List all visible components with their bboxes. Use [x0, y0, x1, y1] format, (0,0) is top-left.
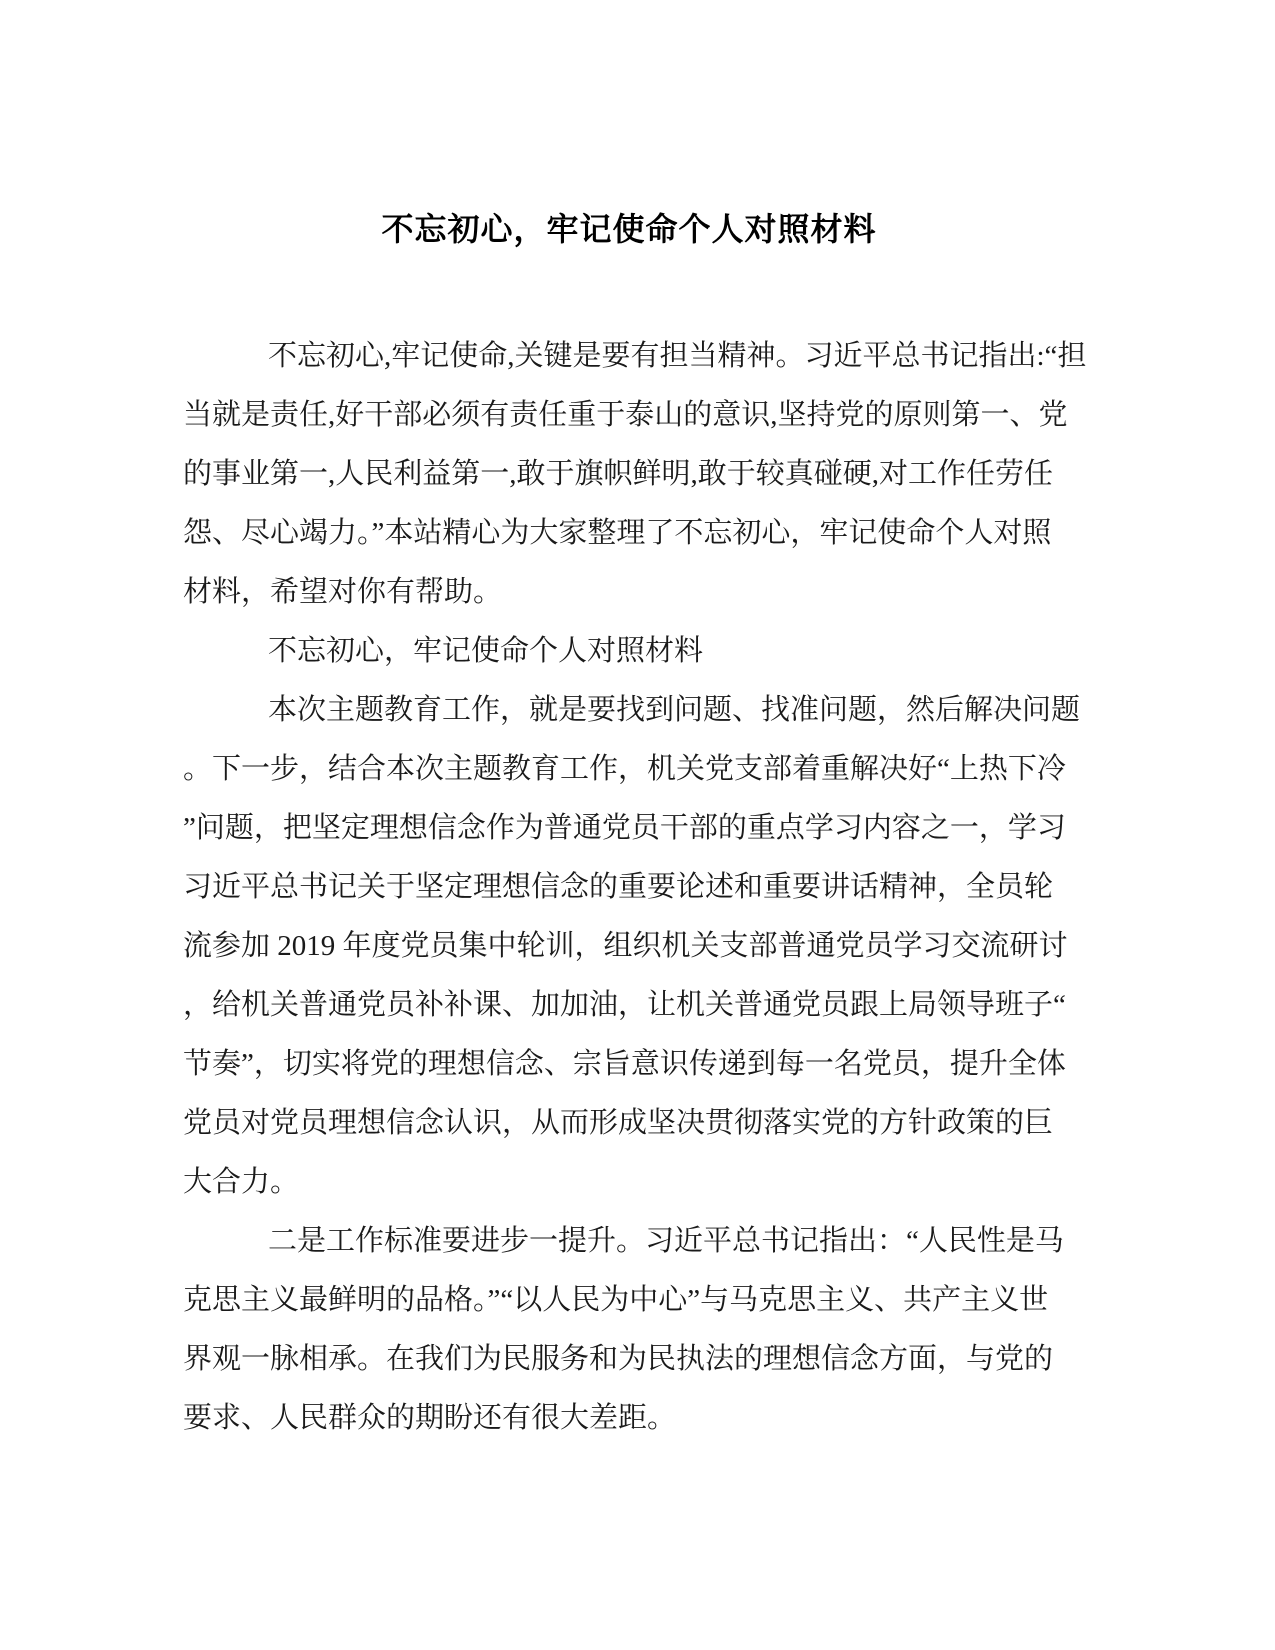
text-line: 流参加 2019 年度党员集中轮训，组织机关支部普通党员学习交流研讨 — [183, 930, 1068, 962]
text-line: 习近平总书记关于坚定理想信念的重要论述和重要讲话精神，全员轮 — [183, 871, 1054, 903]
text-line: ，给机关普通党员补补课、加加油，让机关普通党员跟上局领导班子“ — [183, 989, 1066, 1021]
text-line: 的事业第一,人民利益第一,敢于旗帜鲜明,敢于较真碰硬,对工作任劳任 — [183, 458, 1054, 490]
text-line: 界观一脉相承。在我们为民服务和为民执法的理想信念方面，与党的 — [183, 1343, 1054, 1375]
text-line: 。下一步，结合本次主题教育工作，机关党支部着重解决好“上热下冷 — [183, 753, 1066, 785]
text-line: ”问题，把坚定理想信念作为普通党员干部的重点学习内容之一，学习 — [183, 812, 1066, 844]
text-line: 当就是责任,好干部必须有责任重于泰山的意识,坚持党的原则第一、党 — [183, 399, 1068, 431]
text-line: 二是工作标准要进步一提升。习近平总书记指出：“人民性是马 — [268, 1225, 1064, 1257]
text-line: 要求、人民群众的期盼还有很大差距。 — [183, 1402, 677, 1434]
text-line: 本次主题教育工作，就是要找到问题、找准问题，然后解决问题 — [268, 694, 1081, 726]
text-line: 不忘初心，牢记使命个人对照材料 — [268, 635, 704, 667]
text-line: 党员对党员理想信念认识，从而形成坚决贯彻落实党的方针政策的巨 — [183, 1107, 1054, 1139]
text-line: 怨、尽心竭力。”本站精心为大家整理了不忘初心，牢记使命个人对照 — [183, 517, 1052, 549]
text-line: 节奏”，切实将党的理想信念、宗旨意识传递到每一名党员，提升全体 — [183, 1048, 1066, 1080]
text-line: 克思主义最鲜明的品格。”“以人民为中心”与马克思主义、共产主义世 — [183, 1284, 1049, 1316]
paragraph-second-point — [183, 1212, 1075, 1448]
paragraph-subtitle — [183, 622, 1075, 681]
paragraph-intro — [183, 327, 1087, 622]
text-line: 材料，希望对你有帮助。 — [183, 576, 503, 608]
paragraph-main — [183, 681, 1081, 1212]
text-line: 不忘初心,牢记使命,关键是要有担当精神。习近平总书记指出:“担 — [268, 340, 1087, 372]
document-body — [183, 327, 1087, 1448]
document-title: 不忘初心，牢记使命个人对照材料 — [381, 211, 877, 247]
text-line: 大合力。 — [183, 1166, 300, 1198]
